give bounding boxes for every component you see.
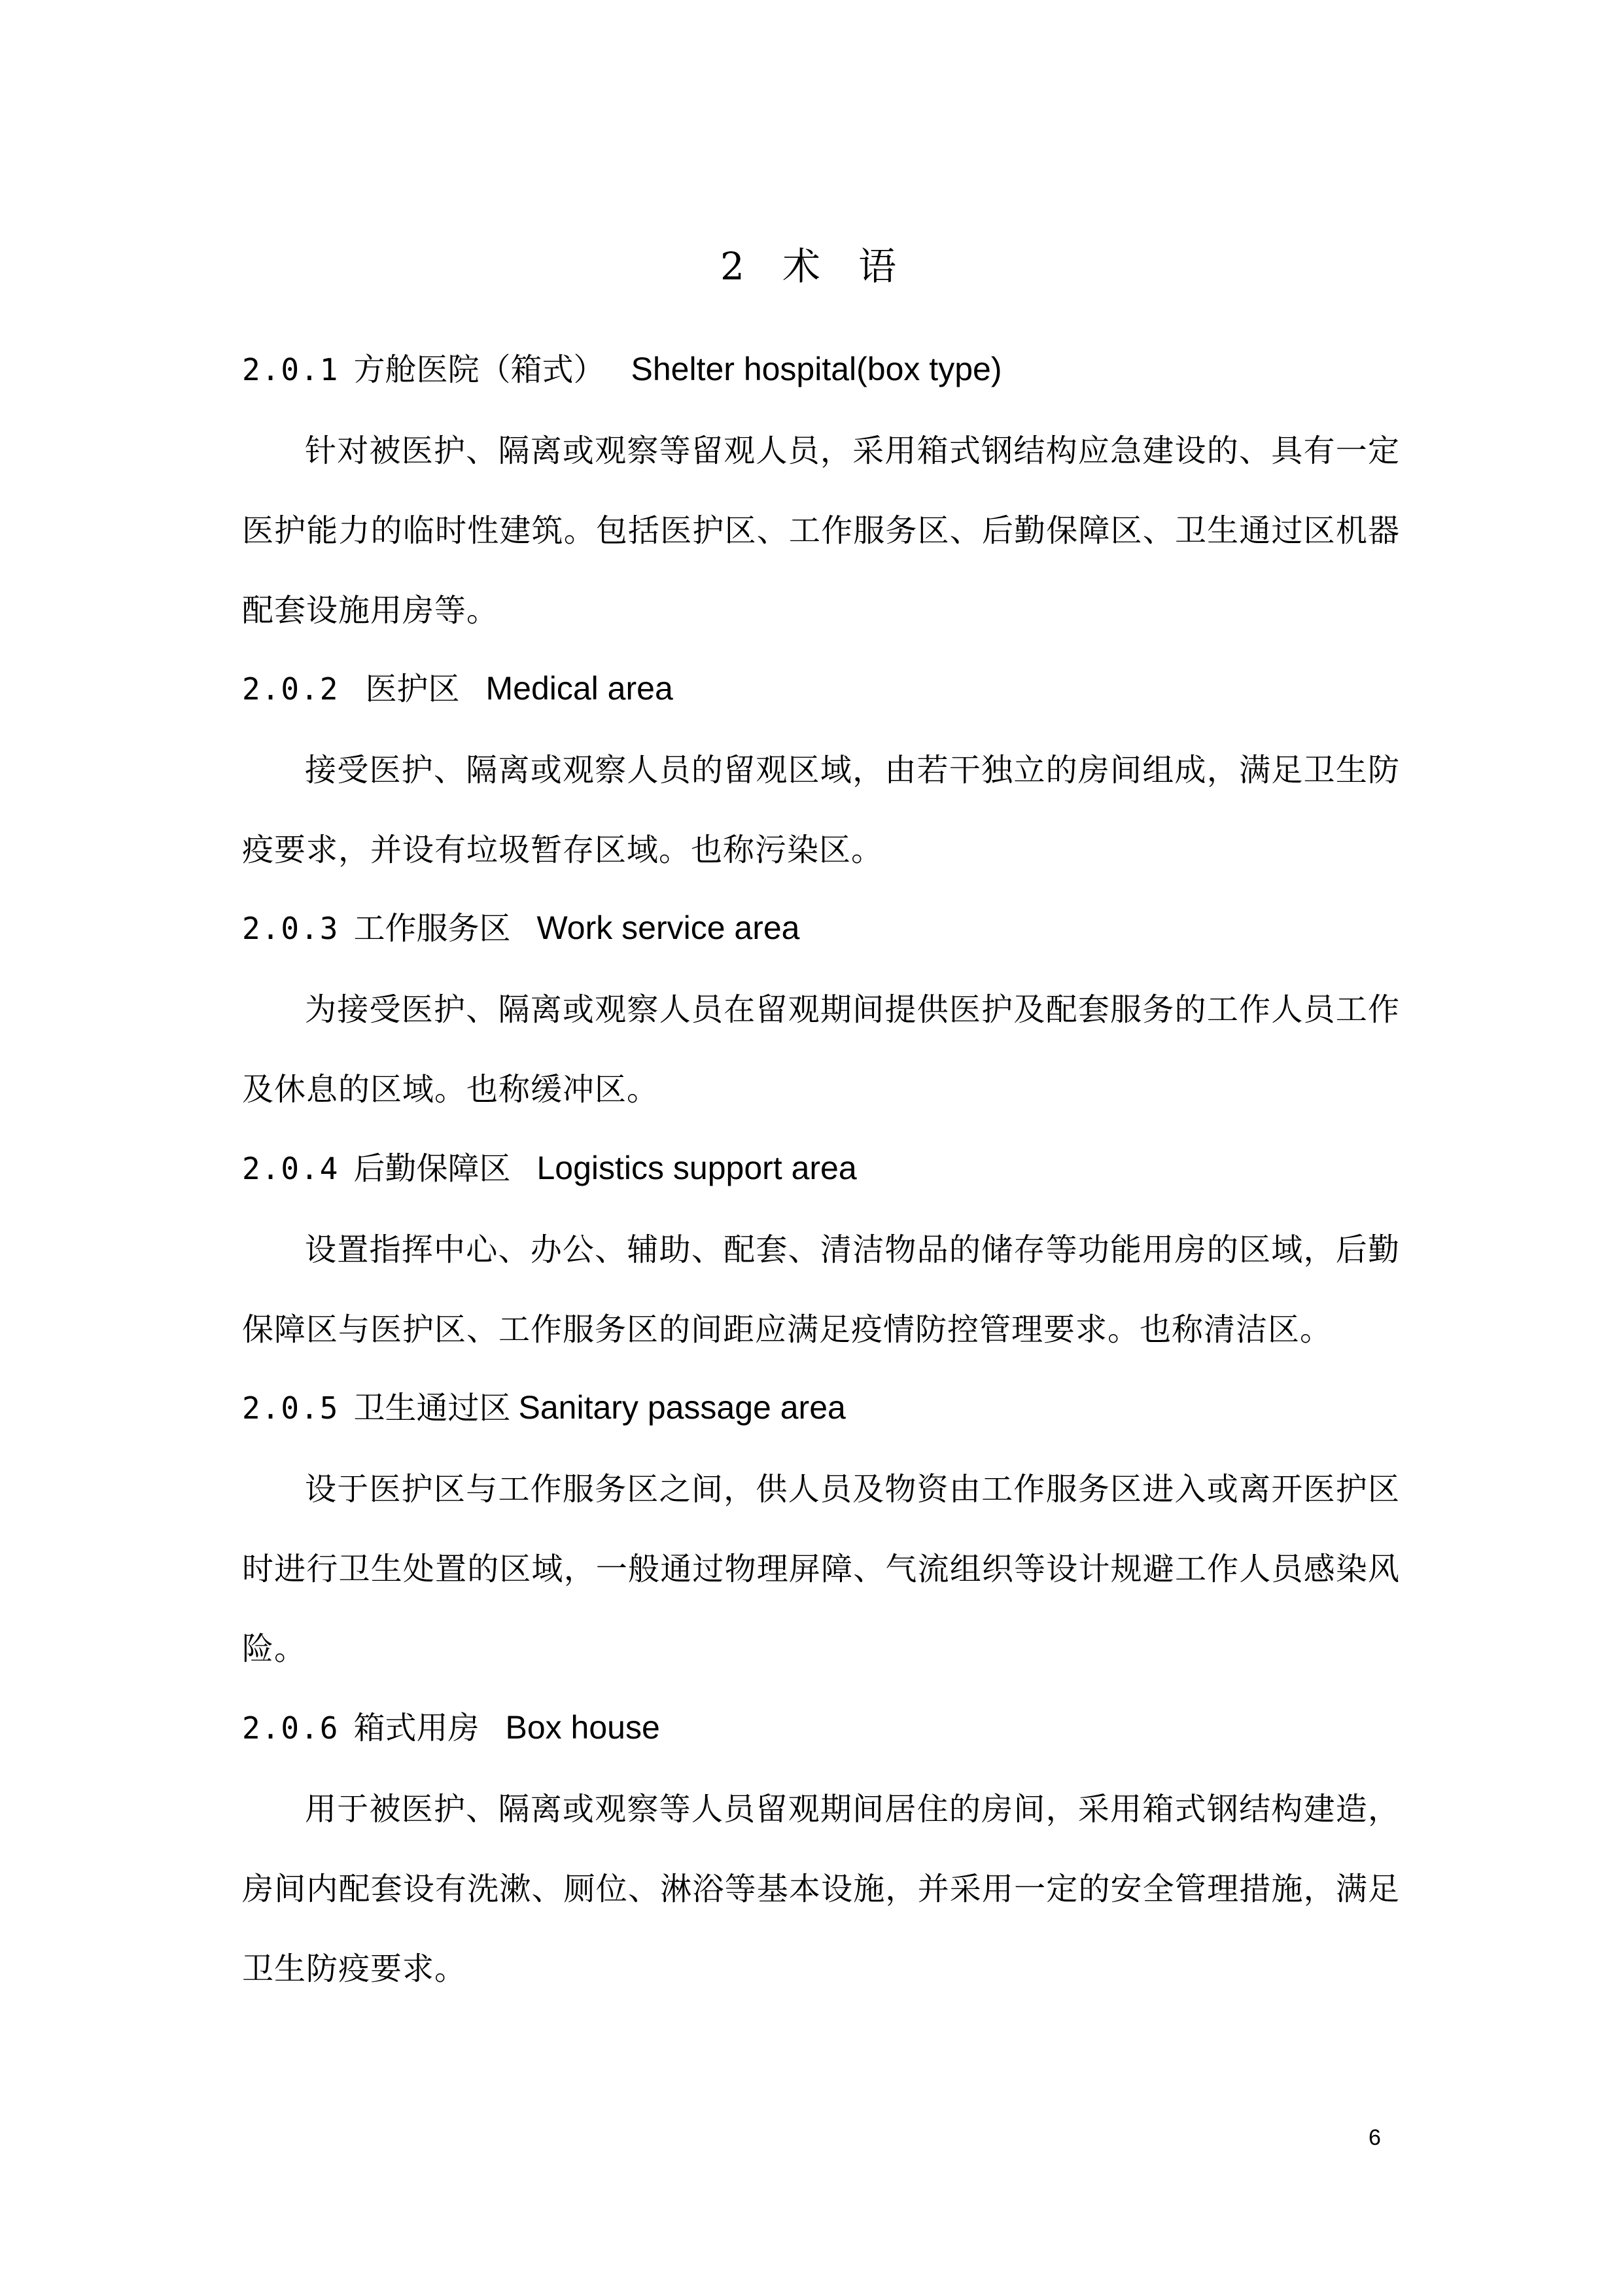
term-english-name: Sanitary passage area — [518, 1389, 846, 1426]
term-chinese-name: 卫生通过区 — [353, 1390, 511, 1426]
page-number: 6 — [1369, 2125, 1381, 2150]
term-chinese-name: 工作服务区 — [353, 910, 511, 947]
term-heading — [242, 669, 1400, 709]
term-english-name: Box house — [505, 1709, 660, 1746]
term-code: 2.0.6 — [242, 1710, 340, 1746]
term-code: 2.0.1 — [242, 352, 340, 387]
term-chinese-name: 箱式用房 — [353, 1710, 480, 1746]
term-english-name: Logistics support area — [536, 1150, 857, 1186]
term-chinese-name: 医护区 — [365, 671, 460, 707]
term-heading — [242, 1708, 1400, 1748]
term-english-name: Work service area — [536, 910, 800, 946]
term-definition: 接受医护、隔离或观察人员的留观区域，由若干独立的房间组成，满足卫生防疫要求，并设有垃圾暂存区域。也称污染区。 — [242, 752, 1400, 868]
chapter-title — [0, 244, 1623, 289]
term-heading — [242, 1388, 1400, 1428]
term-definition: 用于被医护、隔离或观察等人员留观期间居住的房间，采用箱式钢结构建造，房间内配套设有洗漱、厕位、淋浴等基本设施，并采用一定的安全管理措施，满足卫生防疫要求。 — [242, 1791, 1400, 1987]
term-code: 2.0.5 — [242, 1390, 340, 1426]
term-definition: 设置指挥中心、办公、辅助、配套、清洁物品的储存等功能用房的区域，后勤保障区与医护区、工作服务区的间距应满足疫情防控管理要求。也称清洁区。 — [242, 1231, 1400, 1348]
term-code: 2.0.2 — [242, 671, 340, 707]
term-code: 2.0.3 — [242, 911, 340, 946]
term-definition: 针对被医护、隔离或观察等留观人员，采用箱式钢结构应急建设的、具有一定医护能力的临时性建筑。包括医护区、工作服务区、后勤保障区、卫生通过区机器配套设施用房等。 — [242, 433, 1400, 629]
term-english-name: Medical area — [485, 670, 673, 707]
term-chinese-name: 后勤保障区 — [353, 1150, 511, 1187]
term-code: 2.0.4 — [242, 1151, 340, 1186]
chapter-number: 2 — [720, 244, 751, 289]
chapter-title-char-1: 术 — [782, 244, 827, 289]
term-english-name: Shelter hospital(box type) — [631, 351, 1002, 387]
term-definition: 为接受医护、隔离或观察人员在留观期间提供医护及配套服务的工作人员工作及休息的区域。也称缓冲区。 — [242, 991, 1400, 1108]
term-heading — [242, 1148, 1400, 1188]
term-definition: 设于医护区与工作服务区之间，供人员及物资由工作服务区进入或离开医护区时进行卫生处置的区域，一般通过物理屏障、气流组织等设计规避工作人员感染风险。 — [242, 1471, 1400, 1667]
chapter-title-char-2: 语 — [858, 244, 903, 289]
term-chinese-name: 方舱医院（箱式） — [353, 351, 605, 388]
term-heading — [242, 349, 1400, 389]
term-heading — [242, 908, 1400, 948]
